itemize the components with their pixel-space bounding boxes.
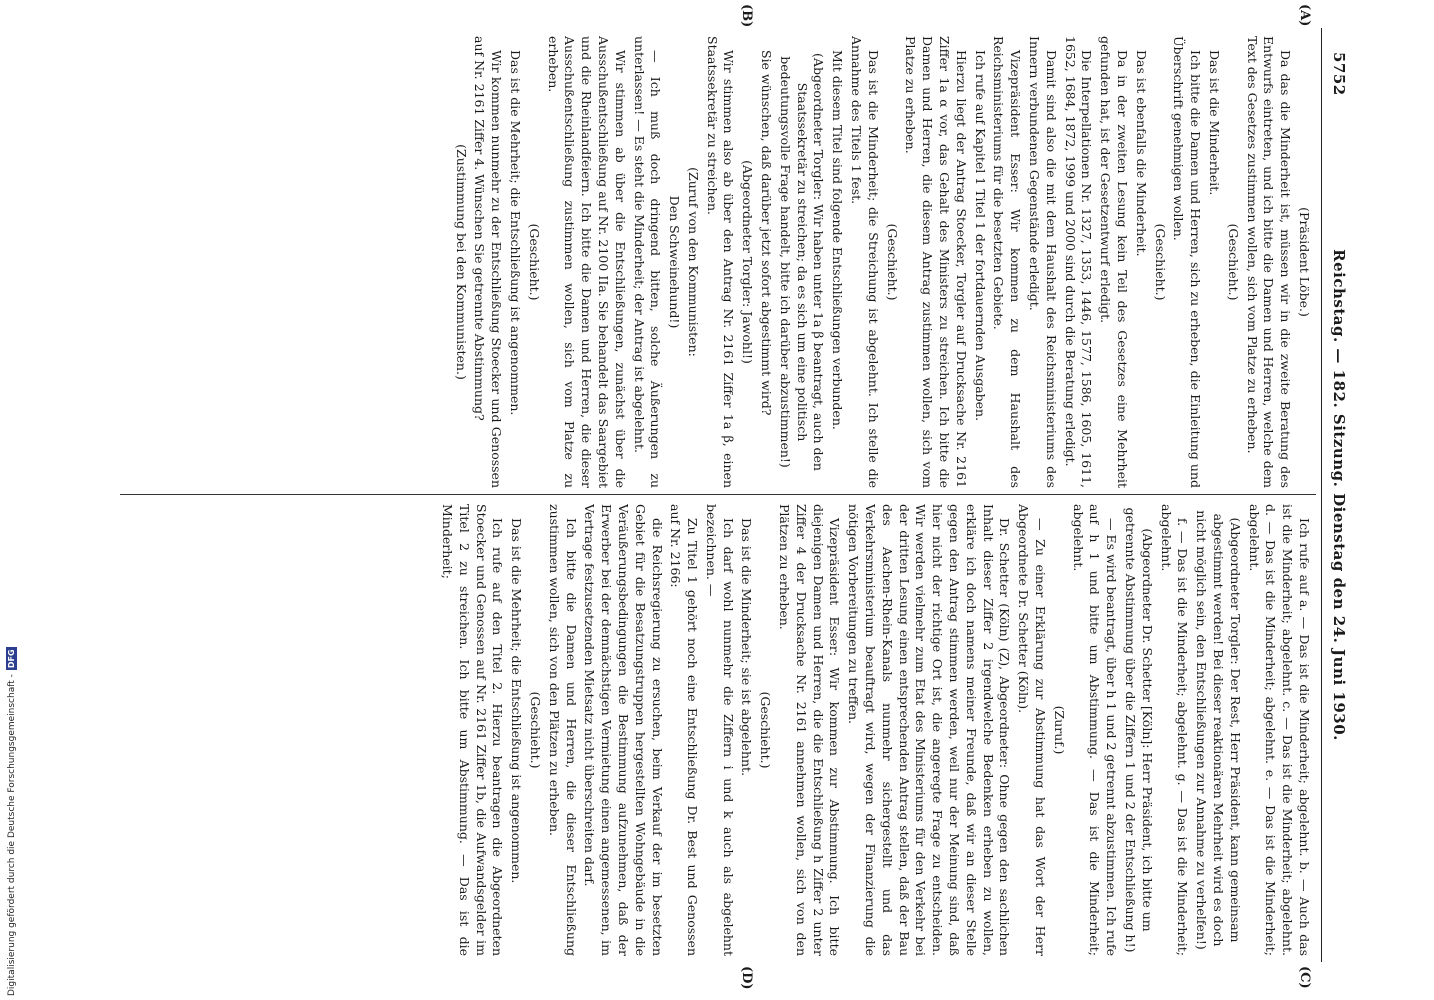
right-column [124,504,1312,956]
paragraph: (Zuruf von den Kommunisten: [685,167,701,357]
paragraph: Da das die Minderheit ist, müssen wir in die zweite Beratung des Entwurfs eintreten, und ich bitte die Damen und Herren, welche dem Text des Gesetzes zustimmen wollen, sich vom Platze zu erheben. [1244,36,1294,488]
paragraph: — Ich muß doch dringend bitten, solche Äußerungen zu unterlassen! — Es steht die Minderheit; der Antrag ist abgelehnt. [631,36,664,488]
digitization-footer [4,604,20,996]
page-header [1321,28,1352,962]
paragraph: (Präsident Löbe.) [1297,207,1312,317]
paragraph: Das ist die Mehrheit; die Entschließung ist angenommen. [509,518,525,884]
paragraph: Ich bitte die Damen und Herren, die dieser Entschließung zustimmen wollen, sich von den Plätzen zu erheben. [546,504,579,956]
paragraph: (Geschieht.) [526,223,542,301]
paragraph: Hierzu liegt der Antrag Stoecker, Torgler auf Drucksache Nr. 2161 Ziffer 1a α vor, das Gehalt des Ministers zu streichen. Ich bitte die Damen und Herren, die diesem Antrag zustimmen wollen, sich vom Platze zu erheben. [903,36,969,488]
paragraph: Da in der zweiten Lesung kein Teil des Gesetzes eine Mehrheit gefunden hat, ist der Gesetzentwurf erledigt. [1098,36,1131,488]
left-column [124,36,1312,488]
paragraph: Das ist die Mehrheit; die Entschließung ist angenommen. [507,50,523,416]
paragraph: Wir kommen nunmehr zu der Entschließung Stoecker und Genossen auf Nr. 2161 Ziffer 4. Wünschen Sie getrennte Abstimmung? [472,36,505,488]
paragraph: Das ist ebenfalls die Minderheit. [1133,50,1149,257]
paragraph: Ich rufe auf den Titel 2. Hierzu beantragen die Abgeordneten Stoecker und Genossen auf Nr. 2161 Ziffer 1b, die Aufwandsgelder im Titel 2 zu streichen. Ich bitte um Abstimmung. — Das ist die Minderheit; [439,504,506,956]
paragraph: Ich rufe auf a. — Das ist die Minderheit; abgelehnt. b. — Auch das ist die Minderheit; abgelehnt. c. — Das ist die Minderheit; abgelehnt. d. — Das ist die Minderheit; abgelehnt. e. — Das ist die Minderheit; abgelehnt. [1246,504,1312,956]
paragraph: Ich bitte die Damen und Herren, sich zu erheben, die Einleitung und Überschrift genehmigen wollen. [1171,36,1204,488]
paragraph: f. — Das ist die Minderheit; abgelehnt. g. — Das ist die Minderheit; abgelehnt. [1158,504,1191,956]
paragraph: Vizepräsident Esser: Wir kommen zu dem Haushalt des Reichsministeriums für die besetzten Gebiete. [991,36,1024,488]
margin-marker-a: (A) [1297,4,1312,27]
paragraph: Zu Titel 1 gehört noch eine Entschließung Dr. Best und Genossen auf Nr. 2166: [668,504,701,956]
paragraph: Damit sind also die mit dem Haushalt des Reichsministeriums des Innern verbundenen Gegenstände erledigt. [1027,36,1059,488]
paragraph: Mit diesem Titel sind folgende Entschließungen verbunden. [830,50,846,430]
paragraph: (Geschieht.) [527,691,543,769]
paragraph: Das ist die Minderheit; die Streichung ist abgelehnt. Ich stelle die Annahme des Titels 1 fest. [849,36,881,488]
footer-credit: Digitalisierung gefördert durch die Deutsche Forschungsgemeinschaft - [7,674,17,996]
column-divider [120,494,1316,495]
paragraph: — Zu einer Erklärung zur Abstimmung hat das Wort der Herr Abgeordnete Dr. Schetter (Köln). [1016,504,1049,956]
paragraph: (Geschieht.) [758,691,774,769]
paragraph: (Abgeordneter Torgler: Jawohl!) [740,160,756,364]
paragraph: Das ist die Minderheit; sie ist abgelehnt. [739,518,755,777]
paragraph: Dr. Schetter (Köln) (Z), Abgeordneter: Ohne gegen den sachlichen Inhalt dieser Ziffer 2 irgendwelche Bedenken erheben zu wollen, erkläre ich doch namens meiner Freunde, daß wir an dieser Stelle gegen den Antrag stimmen werden, weil nur der Meinung sind, daß hier nicht der richtige Ort ist, die angeregte Frage zu entscheiden. Wir werden vielmehr zum Etat des Ministeriums für den Verkehr bei der dritten Lesung einen entsprechenden Antrag stellen, daß der Bau des Aachen-Rhein-Kanals nunmehr sichergestellt und das Verkehrsministerium beauftragt wird, wegen der Finanzierung die nötigen Vorbereitungen zu treffen. [846,504,1013,956]
margin-marker-b: (B) [739,4,754,28]
paragraph: (Zuruf.) [1051,705,1067,755]
paragraph: Das ist die Minderheit. [1207,50,1223,196]
paragraph: Wir stimmen also ab über den Antrag Nr. 2161 Ziffer 1a β, einen Staatssekretär zu streichen. [704,36,737,488]
paragraph: (Geschieht.) [1225,223,1241,301]
paragraph: (Abgeordneter Torgler: Wir haben unter 1a β beantragt, auch den Staatssekretär zu streichen; da es sich um eine politisch bedeutungsvolle Frage handelt, bitte ich darüber abzustimmen!) [777,53,827,471]
paragraph: (Abgeordneter Torgler: Der Rest, Herr Präsident, kann gemeinsam abgestimmt werden! Bei dieser reaktionären Mehrheit wird es doch nicht möglich sein, den Entschließungen zur Annahme zu verhelfen!) [1194,510,1243,950]
page-number: 5752 [1330,52,1348,96]
paragraph: Ich darf wohl nunmehr die Ziffern i und k auch als abgelehnt bezeichnen. — [703,504,736,956]
paragraph: die Reichsregierung zu ersuchen, beim Verkauf der im besetzten Gebiet für die Besatzungstruppen hergestellten Wohngebäude in die Veräußerungsbedingungen die Bestimmung aufzunehmen, daß der Erwerber bei der demnächstigen Vermietung einen angemessenen, im Vertrage festzusetzenden Mietsatz nicht überschreiten darf. [582,504,665,956]
paragraph: Vizepräsident Esser: Wir kommen zur Abstimmung. Ich bitte diejenigen Damen und Herren, die die Entschließung h Ziffer 2 unter Ziffer 4 der Drucksache Nr. 2161 annehmen wollen, sich von den Plätzen zu erheben. [777,504,843,956]
paragraph: (Geschieht.) [1152,223,1168,301]
paragraph: Sie wünschen, daß darüber jetzt sofort abgestimmt wird? [759,50,775,416]
paragraph: Ich rufe auf Kapitel 1 Titel 1 der fortdauernden Ausgaben. [972,50,988,422]
dfg-logo: DFG [7,649,16,669]
paragraph: Die Interpellationen Nr. 1327, 1353, 1446, 1577, 1586, 1605, 1611, 1652, 1684, 1872, 1999 und 2000 sind durch die Beratung erledigt. [1062,36,1095,488]
margin-marker-d: (D) [739,966,754,990]
running-title: Reichstag. — 182. Sitzung. Dienstag den 24. Juni 1930. [1330,249,1348,741]
paragraph: (Zustimmung bei den Kommunisten.) [453,144,469,380]
paragraph: — Es wird beantragt, über h 1 und 2 getrennt abzustimmen. Ich rufe auf h 1 und bitte um Abstimmung. — Das ist die Minderheit; abgelehnt. [1070,504,1120,956]
paragraph: Den Schweinehund!) [667,195,683,329]
paragraph: Wir stimmen ab über die Entschließungen, zunächst über die Ausschußentschließung auf Nr. 2100 IIa. Sie behandelt das Saargebiet und die Rheinlandfeiern. Ich bitte die Damen und Herren, die dieser Ausschußentschließung zustimmen wollen, sich vom Platze zu erheben. [545,36,628,488]
paragraph: (Geschieht.) [884,223,900,301]
margin-marker-c: (C) [1297,966,1312,989]
paragraph: (Abgeordneter Dr. Schetter [Köln]: Herr Präsident, ich bitte um getrennte Abstimmung über die Ziffern 1 und 2 der Entschließung h!) [1123,507,1155,953]
document-page [108,4,1352,990]
